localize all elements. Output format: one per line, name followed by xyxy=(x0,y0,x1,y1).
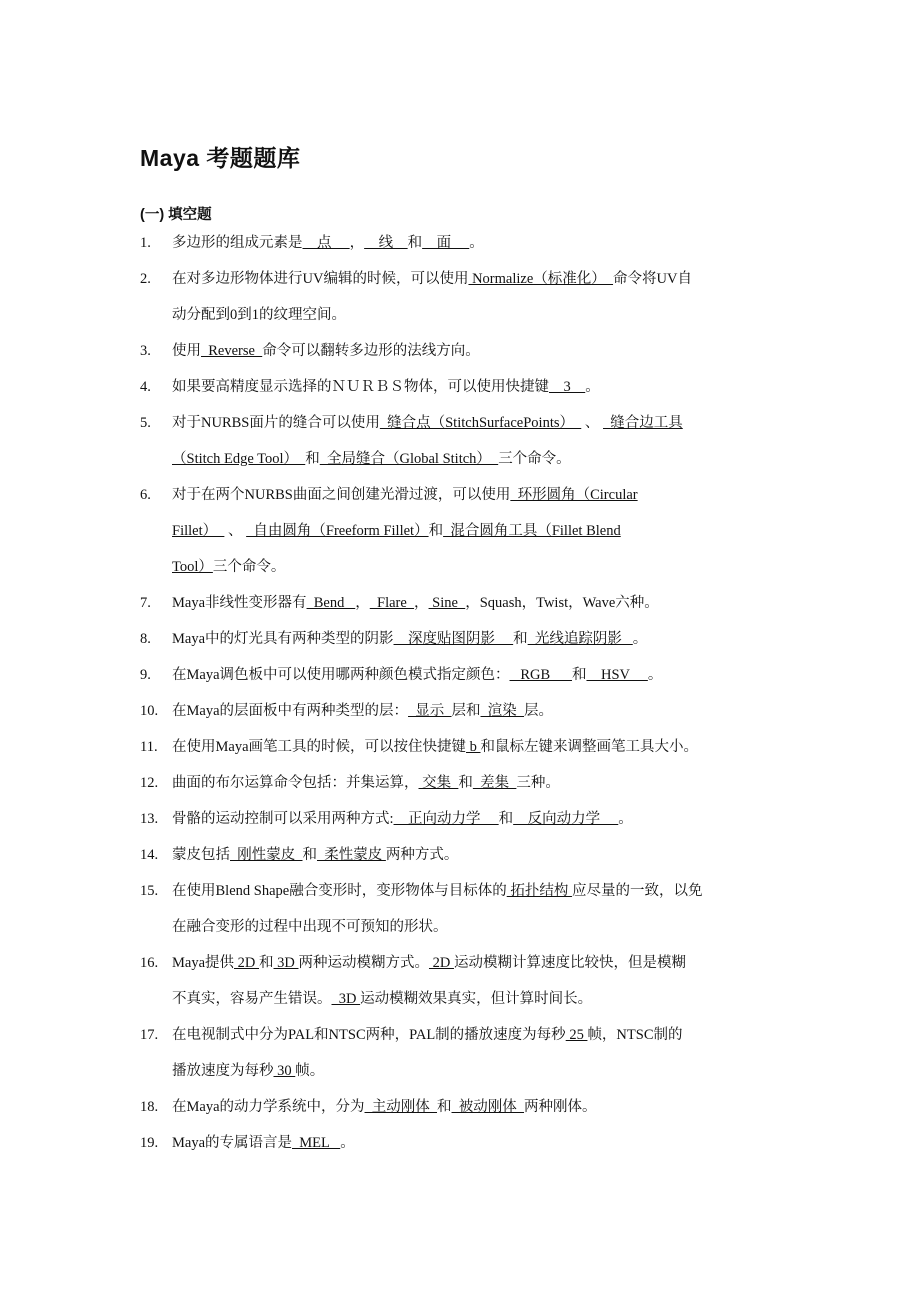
question-text-line xyxy=(172,225,790,261)
question-text: 和鼠标左键来调整画笔工具大小。 xyxy=(480,739,699,755)
question-text: Maya的专属语言是 xyxy=(172,1135,293,1151)
answer-blank: 3D xyxy=(273,955,299,971)
question-number: 18. xyxy=(140,1099,159,1115)
question-text: 两种刚体。 xyxy=(524,1099,597,1115)
question-text: 在Maya调色板中可以使用哪两种颜色模式指定颜色： xyxy=(172,667,510,683)
question-text-line xyxy=(172,405,790,441)
question-text: 和 xyxy=(302,847,317,863)
answer-blank: 30 xyxy=(273,1063,296,1079)
question-text: 对于NURBS面片的缝合可以使用 xyxy=(172,415,380,431)
question-text: 和 xyxy=(428,523,444,539)
question-text: 在使用Blend Shape融合变形时，变形物体与目标体的 xyxy=(172,883,507,899)
question-text-line xyxy=(172,657,790,693)
question-text-line xyxy=(172,945,790,981)
question-number: 4. xyxy=(140,379,151,395)
question-item xyxy=(140,765,790,801)
question-item xyxy=(140,693,790,729)
question-text: 命令可以翻转多边形的法线方向。 xyxy=(262,343,480,359)
question-item xyxy=(140,333,790,369)
answer-blank: 线 xyxy=(364,235,408,251)
question-text: 骨骼的运动控制可以采用两种方式: xyxy=(172,811,394,827)
question-text: 在Maya的层面板中有两种类型的层： xyxy=(172,703,409,719)
question-text: 。 xyxy=(340,1135,355,1151)
question-text: 、 xyxy=(581,415,603,431)
section-heading: (一) 填空题 xyxy=(140,207,212,223)
question-text: 三个命令。 xyxy=(212,559,286,575)
question-number: 7. xyxy=(140,595,151,611)
question-text: 。 xyxy=(469,235,484,251)
question-item xyxy=(140,1017,790,1089)
question-text: 。 xyxy=(647,667,663,683)
question-item xyxy=(140,837,790,873)
question-text: 和 xyxy=(498,811,514,827)
question-text: 两种方式。 xyxy=(385,847,459,863)
question-text: 和 xyxy=(513,631,528,647)
answer-blank: 环形圆角（Circular xyxy=(510,487,638,503)
answer-blank: 显示 xyxy=(408,703,452,719)
answer-blank: Bend xyxy=(306,595,356,611)
question-item xyxy=(140,801,790,837)
question-text-line xyxy=(172,585,790,621)
answer-blank: Sine xyxy=(428,595,466,611)
question-text-line xyxy=(172,621,790,657)
question-text: 曲面的布尔运算命令包括：并集运算， xyxy=(172,775,419,791)
question-text: 和 xyxy=(437,1099,452,1115)
question-number: 9. xyxy=(140,667,151,683)
answer-blank: 差集 xyxy=(472,775,517,791)
answer-blank: 混合圆角工具（Fillet Blend xyxy=(443,523,621,539)
question-text: ， xyxy=(355,595,370,611)
answer-blank: 2D xyxy=(234,955,259,971)
question-number: 19. xyxy=(140,1135,159,1151)
answer-blank: 主动刚体 xyxy=(364,1099,438,1115)
question-text-line xyxy=(172,513,790,549)
question-text-line xyxy=(172,549,790,585)
question-text: 、 xyxy=(224,523,247,539)
question-text: 如果要高精度显示选择的ＮＵＲＢＳ物体，可以使用快捷键 xyxy=(172,379,549,395)
question-text: 在电视制式中分为PAL和NTSC两种，PAL制的播放速度为每秒 xyxy=(172,1027,566,1043)
answer-blank: 刚性蒙皮 xyxy=(230,847,303,863)
question-text-line xyxy=(172,1053,790,1089)
question-text: 使用 xyxy=(172,343,201,359)
answer-blank: RGB xyxy=(509,667,572,683)
answer-blank: Fillet） xyxy=(172,523,225,539)
question-text-line xyxy=(172,765,790,801)
question-number: 17. xyxy=(140,1027,159,1043)
answer-blank: 反向动力学 xyxy=(513,811,619,827)
question-text: 三种。 xyxy=(516,775,560,791)
question-text: 三个命令。 xyxy=(498,451,571,467)
question-number: 14. xyxy=(140,847,159,863)
question-text-line xyxy=(172,1089,790,1125)
answer-blank: 3 xyxy=(549,379,586,395)
answer-blank: Normalize（标准化） xyxy=(468,271,614,287)
question-number: 3. xyxy=(140,343,151,359)
question-text: 帧。 xyxy=(295,1063,325,1079)
question-text: 和 xyxy=(305,451,320,467)
question-number: 11. xyxy=(140,739,158,755)
question-number: 12. xyxy=(140,775,159,791)
answer-blank: Reverse xyxy=(201,343,263,359)
question-text: 和 xyxy=(259,955,274,971)
answer-blank: 柔性蒙皮 xyxy=(317,847,386,863)
question-text: 在对多边形物体进行UV编辑的时候，可以使用 xyxy=(172,271,469,287)
question-text: 运动模糊计算速度比较快，但是模糊 xyxy=(453,955,686,971)
question-text: 应尽量的一致，以免 xyxy=(571,883,703,899)
answer-blank: 25 xyxy=(565,1027,588,1043)
question-text: 运动模糊效果真实，但计算时间长。 xyxy=(360,991,593,1007)
question-text: 和 xyxy=(407,235,423,251)
question-text: 蒙皮包括 xyxy=(172,847,230,863)
question-text: 在融合变形的过程中出现不可预知的形状。 xyxy=(172,919,448,935)
question-number: 2. xyxy=(140,271,151,287)
question-item xyxy=(140,621,790,657)
answer-blank: 缝合点（StitchSurfacePoints） xyxy=(379,415,582,431)
question-text: 层和 xyxy=(451,703,481,719)
question-text-line xyxy=(172,441,790,477)
question-text: 在Maya的动力学系统中，分为 xyxy=(172,1099,365,1115)
question-text: Maya非线性变形器有 xyxy=(172,595,307,611)
question-text-line xyxy=(172,369,790,405)
question-text: Maya提供 xyxy=(172,955,235,971)
answer-blank: 3D xyxy=(331,991,361,1007)
question-item xyxy=(140,1089,790,1125)
answer-blank: 拓扑结构 xyxy=(506,883,572,899)
question-text: ， xyxy=(414,595,429,611)
question-text: 。 xyxy=(632,631,648,647)
question-item xyxy=(140,261,790,333)
question-number: 5. xyxy=(140,415,151,431)
question-text-line xyxy=(172,693,790,729)
question-number: 1. xyxy=(140,235,151,251)
question-item xyxy=(140,1125,790,1161)
question-text: 层。 xyxy=(524,703,554,719)
question-text: 帧，NTSC制的 xyxy=(587,1027,683,1043)
question-text-line xyxy=(172,477,790,513)
document-title: Maya 考题题库 xyxy=(140,145,301,171)
question-number: 8. xyxy=(140,631,151,647)
question-text: 和 xyxy=(458,775,473,791)
answer-blank: 光线追踪阴影 xyxy=(527,631,633,647)
question-text: 和 xyxy=(571,667,587,683)
answer-blank: （Stitch Edge Tool） xyxy=(172,451,306,467)
question-item xyxy=(140,477,790,585)
question-text-line xyxy=(172,981,790,1017)
question-text-line xyxy=(172,1125,790,1161)
question-text: Maya中的灯光具有两种类型的阴影 xyxy=(172,631,394,647)
question-text-line xyxy=(172,909,790,945)
question-text: 。 xyxy=(618,811,633,827)
question-item xyxy=(140,405,790,477)
answer-blank: 面 xyxy=(422,235,470,251)
answer-blank: 2D xyxy=(428,955,454,971)
question-item xyxy=(140,225,790,261)
answer-blank: b xyxy=(466,739,481,755)
question-number: 13. xyxy=(140,811,159,827)
question-text-line xyxy=(172,801,790,837)
question-item xyxy=(140,873,790,945)
question-text-line xyxy=(172,873,790,909)
question-text: 在使用Maya画笔工具的时候，可以按住快捷键 xyxy=(172,739,467,755)
question-text: 对于在两个NURBS曲面之间创建光滑过渡，可以使用 xyxy=(172,487,511,503)
answer-blank: Flare xyxy=(369,595,415,611)
question-text: 命令将UV自 xyxy=(613,271,692,287)
question-item xyxy=(140,945,790,1017)
answer-blank: MEL xyxy=(292,1135,341,1151)
answer-blank: 自由圆角（Freeform Fillet） xyxy=(246,523,429,539)
question-number: 6. xyxy=(140,487,151,503)
question-text-line xyxy=(172,729,790,765)
answer-blank: 全局缝合（Global Stitch） xyxy=(319,451,499,467)
answer-blank: 深度贴图阴影 xyxy=(393,631,514,647)
answer-blank: 缝合边工具 xyxy=(603,415,683,431)
answer-blank: 被动刚体 xyxy=(451,1099,525,1115)
answer-blank: 渲染 xyxy=(480,703,525,719)
question-text: 播放速度为每秒 xyxy=(172,1063,274,1079)
question-text: ， xyxy=(349,235,365,251)
question-text: 动分配到0到1的纹理空间。 xyxy=(172,307,346,323)
question-text: ，Squash，Twist，Wave六种。 xyxy=(465,595,659,611)
question-text-line xyxy=(172,333,790,369)
question-item xyxy=(140,657,790,693)
answer-blank: 点 xyxy=(302,235,350,251)
question-number: 10. xyxy=(140,703,159,719)
question-item xyxy=(140,369,790,405)
question-text: 不真实，容易产生错误。 xyxy=(172,991,332,1007)
question-item xyxy=(140,585,790,621)
question-item xyxy=(140,729,790,765)
answer-blank: 交集 xyxy=(418,775,459,791)
question-text-line xyxy=(172,297,790,333)
question-text: 。 xyxy=(585,379,600,395)
question-text-line xyxy=(172,1017,790,1053)
question-list xyxy=(140,225,790,1161)
question-text-line xyxy=(172,261,790,297)
question-text-line xyxy=(172,837,790,873)
answer-blank: Tool） xyxy=(172,559,213,575)
question-text: 多边形的组成元素是 xyxy=(172,235,303,251)
question-number: 16. xyxy=(140,955,159,971)
answer-blank: HSV xyxy=(586,667,648,683)
question-text: 两种运动模糊方式。 xyxy=(298,955,429,971)
question-number: 15. xyxy=(140,883,159,899)
answer-blank: 正向动力学 xyxy=(393,811,499,827)
